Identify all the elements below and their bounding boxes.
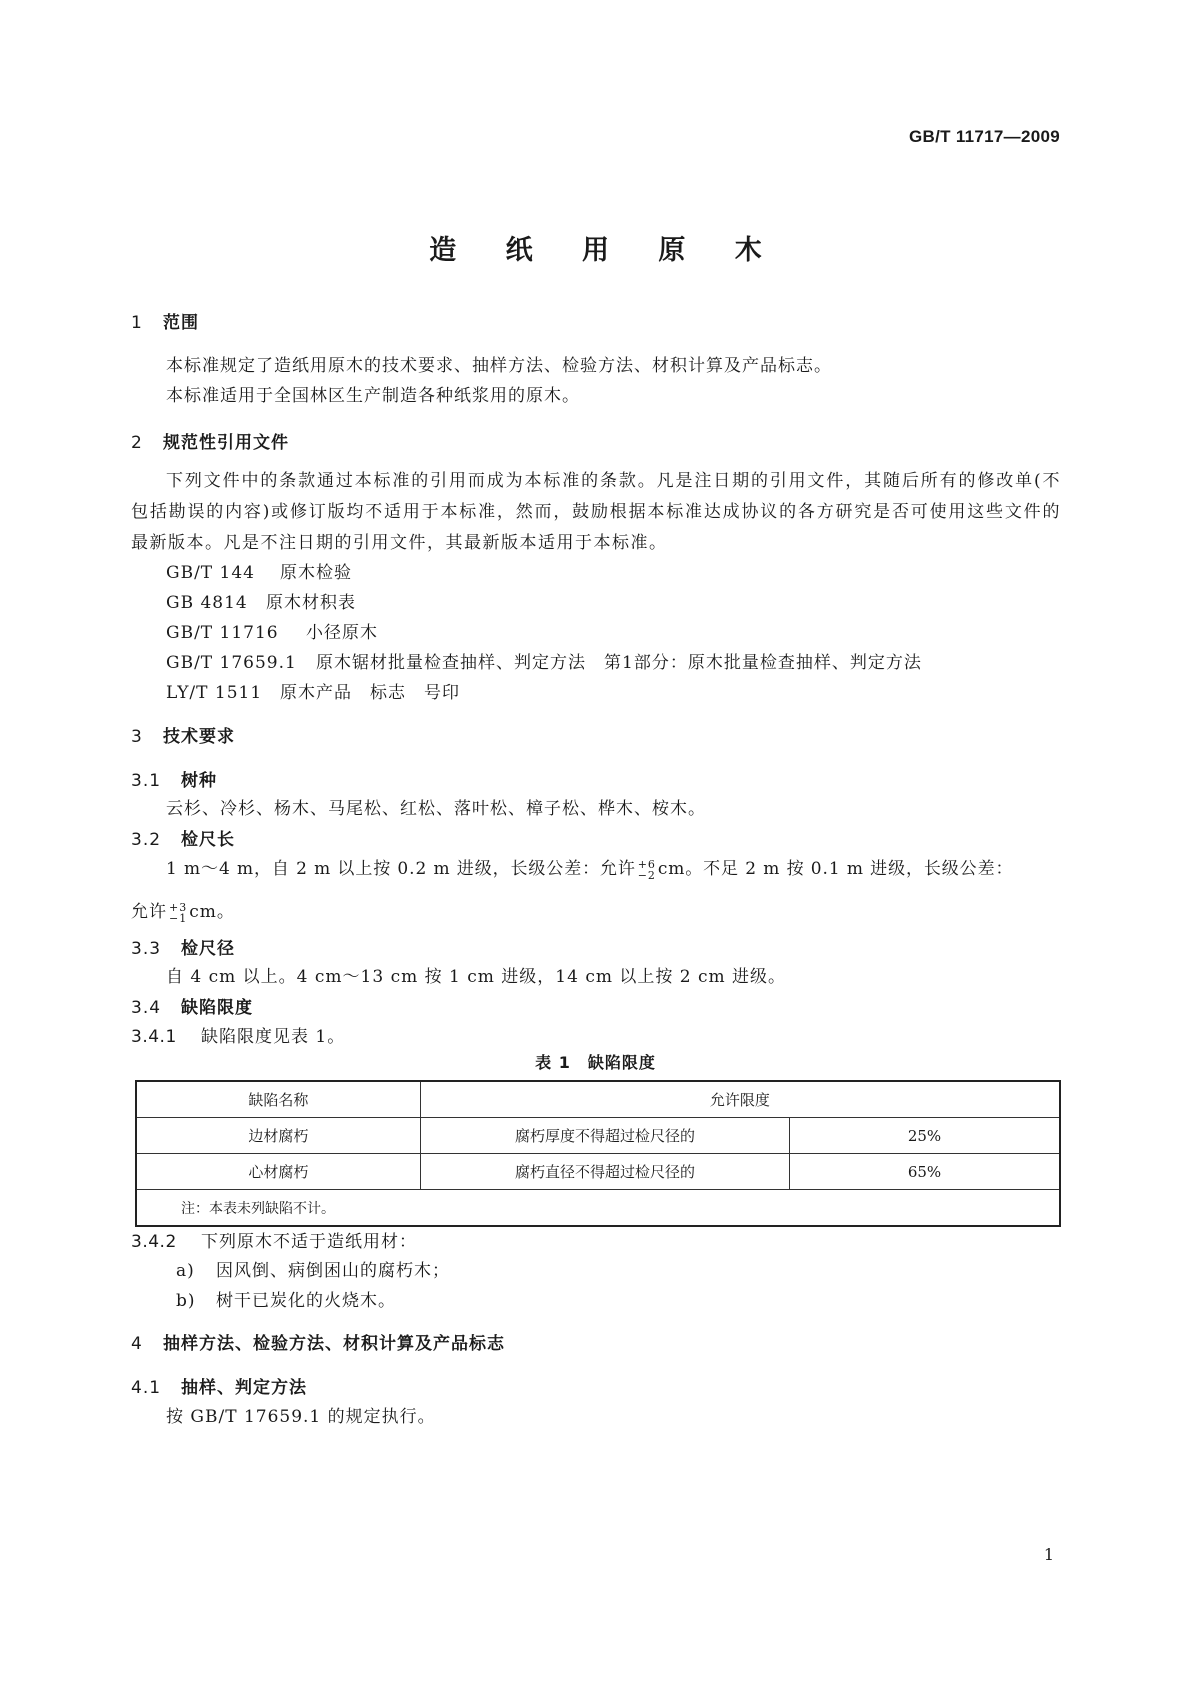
list-text: 因风倒、病倒困山的腐朽木； — [216, 1261, 450, 1281]
reference-code: GB/T 11716 — [166, 623, 279, 643]
tolerance-fraction — [169, 902, 187, 924]
subsection-title: 检尺长 — [181, 830, 235, 850]
subsection-number: 3.4 — [131, 998, 162, 1018]
clause-3-4-2 — [131, 1227, 417, 1252]
paragraph: 本标准适用于全国林区生产制造各种纸浆用的原木。 — [166, 386, 580, 406]
reference-item — [166, 588, 356, 613]
reference-name: 原木产品 标志 号印 — [280, 683, 460, 703]
subsection-number: 3.2 — [131, 830, 162, 850]
text-run: 允许 — [131, 902, 167, 922]
reference-item — [166, 618, 378, 643]
tolerance-fraction — [638, 859, 656, 881]
list-item — [176, 1256, 450, 1281]
table-caption: 表 1 缺陷限度 — [535, 1053, 656, 1072]
subsection-title: 树种 — [181, 771, 217, 791]
subsection-title: 检尺径 — [181, 939, 235, 959]
clause-text: 下列原木不适于造纸用材： — [201, 1232, 417, 1252]
references-intro: 下列文件中的条款通过本标准的引用而成为本标准的条款。凡是注日期的引用文件，其随后所有的修改单(不包括勘误的内容)或修订版均不适用于本标准，然而，鼓励根据本标准达成协议的各方研究是否可使用这些文件的最新版本。凡是不注日期的引用文件，其最新版本适用于本标准。 — [131, 471, 1061, 553]
subsection-3-2-heading — [131, 825, 235, 850]
tolerance-upper: +6 — [637, 857, 656, 871]
clause-3-4-1 — [131, 1022, 345, 1047]
paragraph: 自 4 cm 以上。4 cm～13 cm 按 1 cm 进级，14 cm 以上按 2 cm 进级。 — [166, 967, 787, 987]
defect-description: 腐朽厚度不得超过检尺径的 — [420, 1118, 789, 1154]
subsection-title: 缺陷限度 — [181, 998, 253, 1018]
table-header-cell: 缺陷名称 — [136, 1081, 420, 1118]
defect-name: 心材腐朽 — [136, 1154, 420, 1190]
section-title: 规范性引用文件 — [163, 433, 289, 453]
subsection-3-1-heading — [131, 766, 217, 791]
section-4-heading — [131, 1329, 505, 1354]
defects-table — [135, 1080, 1061, 1227]
section-number: 1 — [131, 313, 143, 333]
list-text: 树干已炭化的火烧木。 — [216, 1291, 396, 1311]
tolerance-lower: −1 — [169, 911, 188, 925]
section-title: 抽样方法、检验方法、材积计算及产品标志 — [163, 1334, 505, 1354]
table-note-row — [136, 1190, 1060, 1227]
subsection-title: 抽样、判定方法 — [181, 1378, 307, 1398]
defect-limit: 65% — [790, 1154, 1060, 1190]
reference-code: GB 4814 — [166, 593, 248, 613]
document-title: 造 纸 用 原 木 — [429, 235, 782, 266]
paragraph: 本标准规定了造纸用原木的技术要求、抽样方法、检验方法、材积计算及产品标志。 — [166, 356, 832, 376]
list-marker: b) — [176, 1291, 196, 1311]
reference-name: 原木锯材批量检查抽样、判定方法 第1部分：原木批量检查抽样、判定方法 — [316, 653, 922, 673]
text-run: 1 m～4 m，自 2 m 以上按 0.2 m 进级，长级公差：允许 — [166, 859, 636, 879]
reference-code: GB/T 17659.1 — [166, 653, 297, 673]
subsection-3-4-heading — [131, 993, 253, 1018]
table-row — [136, 1154, 1060, 1190]
subsection-4-1-heading — [131, 1373, 307, 1398]
defect-description: 腐朽直径不得超过检尺径的 — [420, 1154, 789, 1190]
clause-number: 3.4.1 — [131, 1027, 177, 1047]
list-marker: a) — [176, 1261, 195, 1281]
clause-number: 3.4.2 — [131, 1232, 177, 1252]
defect-name: 边材腐朽 — [136, 1118, 420, 1154]
reference-code: GB/T 144 — [166, 563, 255, 583]
section-number: 2 — [131, 433, 143, 453]
table-header-cell: 允许限度 — [420, 1081, 1060, 1118]
reference-name: 小径原木 — [306, 623, 378, 643]
tolerance-upper: +3 — [169, 900, 188, 914]
section-2-heading — [131, 428, 289, 453]
section-title: 范围 — [163, 313, 199, 333]
reference-name: 原木检验 — [280, 563, 352, 583]
subsection-3-3-heading — [131, 934, 235, 959]
reference-code: LY/T 1511 — [166, 683, 263, 703]
paragraph — [166, 854, 1013, 881]
text-run: cm。不足 2 m 按 0.1 m 进级，长级公差： — [657, 859, 1014, 879]
paragraph: 云杉、冷杉、杨木、马尾松、红松、落叶松、樟子松、桦木、桉木。 — [166, 799, 706, 819]
defect-limit: 25% — [790, 1118, 1060, 1154]
table-header-row — [136, 1081, 1060, 1118]
reference-item — [166, 648, 922, 673]
table-note: 注：本表未列缺陷不计。 — [136, 1190, 1060, 1227]
section-number: 3 — [131, 727, 143, 747]
subsection-number: 3.1 — [131, 771, 162, 791]
table-row — [136, 1118, 1060, 1154]
section-title: 技术要求 — [163, 727, 235, 747]
page-number: 1 — [1043, 1545, 1054, 1564]
paragraph — [131, 897, 235, 924]
tolerance-lower: −2 — [637, 868, 656, 882]
section-1-heading — [131, 308, 199, 333]
section-3-heading — [131, 722, 235, 747]
reference-item — [166, 678, 460, 703]
clause-text: 缺陷限度见表 1。 — [201, 1027, 346, 1047]
reference-name: 原木材积表 — [266, 593, 356, 613]
subsection-number: 4.1 — [131, 1378, 162, 1398]
section-number: 4 — [131, 1334, 143, 1354]
reference-item — [166, 558, 352, 583]
list-item — [176, 1286, 396, 1311]
text-run: cm。 — [189, 902, 235, 922]
paragraph: 按 GB/T 17659.1 的规定执行。 — [166, 1407, 436, 1427]
subsection-number: 3.3 — [131, 939, 162, 959]
standard-code: GB/T 11717—2009 — [909, 127, 1060, 146]
